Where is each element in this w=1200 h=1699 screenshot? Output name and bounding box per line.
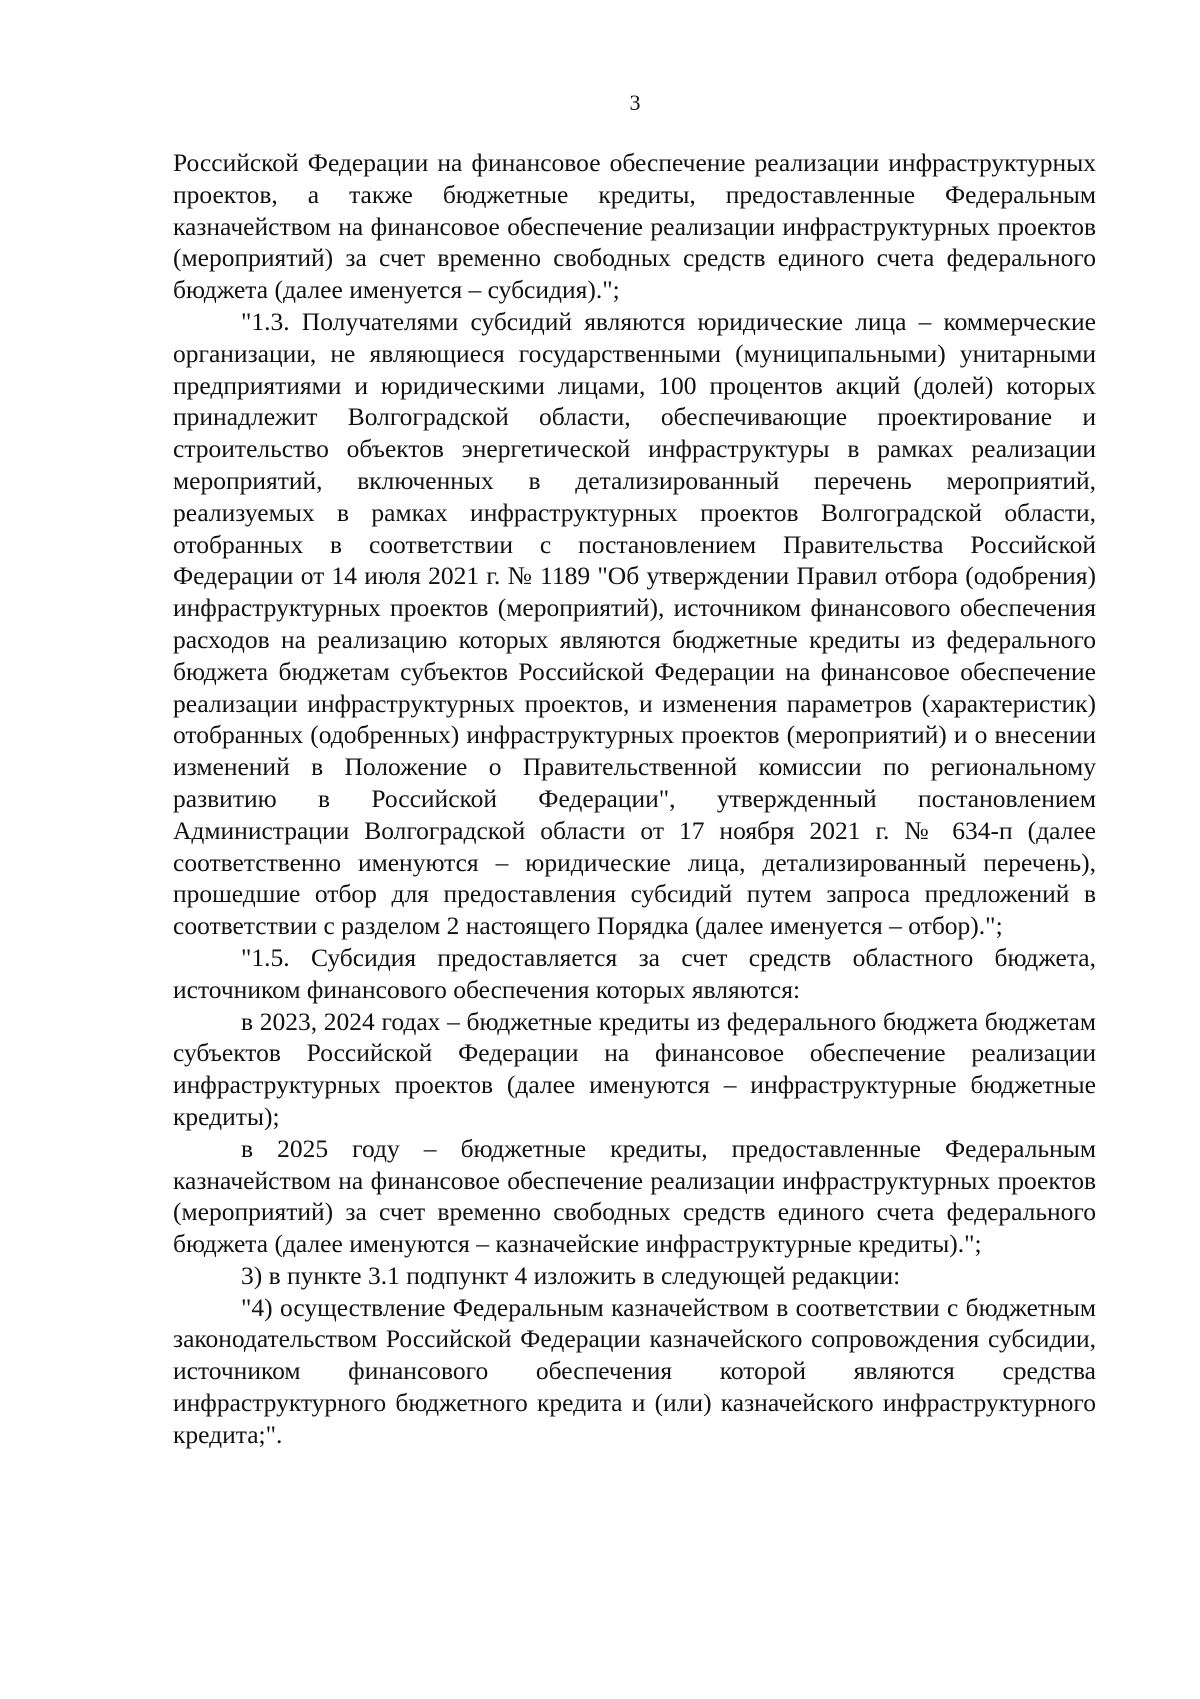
paragraph-item-1-5: "1.5. Субсидия предоставляется за счет средств областного бюджета, источником финансового обеспечения которых являются:: [173, 942, 1096, 1004]
document-body: [173, 147, 1096, 1451]
paragraph-continuation: Российской Федерации на финансовое обеспечение реализации инфраструктурных проектов, а также бюджетные кредиты, предоставленные Федеральным казначейством на финансовое обеспечение реализации инфраструктурных проектов (мероприятий) за счет временно свободных средств единого счета федерального бюджета (далее именуется – субсидия).";: [173, 148, 1096, 305]
paragraph-2023-2024: в 2023, 2024 годах – бюджетные кредиты из федерального бюджета бюджетам субъектов Российской Федерации на финансовое обеспечение реализации инфраструктурных проектов (далее именуются – инфраструктурные бюджетные кредиты);: [173, 1006, 1096, 1131]
paragraph-item-3: 3) в пункте 3.1 подпункт 4 изложить в следующей редакции:: [241, 1260, 901, 1290]
paragraph-subitem-4: "4) осуществление Федеральным казначейством в соответствии с бюджетным законодательством Российской Федерации казначейского сопровождения субсидии, источником финансового обеспечения которой являются средства инфраструктурного бюджетного кредита и (или) казначейского инфраструктурного кредита;".: [173, 1292, 1096, 1449]
page-number: 3: [629, 90, 641, 115]
paragraph-2025: в 2025 году – бюджетные кредиты, предоставленные Федеральным казначейством на финансовое обеспечение реализации инфраструктурных проектов (мероприятий) за счет временно свободных средств единого счета федерального бюджета (далее именуются – казначейские инфраструктурные кредиты).";: [173, 1133, 1096, 1259]
paragraph-item-1-3: "1.3. Получателями субсидий являются юридические лица – коммерческие организации, не являющиеся государственными (муниципальными) унитарными предприятиями и юридическими лицами, 100 процентов акций (долей) которых принадлежит Волгоградской области, обеспечивающие проектирование и строительство объектов энергетической инфраструктуры в рамках реализации мероприятий, включенных в детализированный перечень мероприятий, реализуемых в рамках инфраструктурных проектов Волгоградской области, отобранных в соответствии с постановлением Правительства Российской Федерации от 14 июля 2021 г. № 1189 "Об утверждении Правил отбора (одобрения) инфраструктурных проектов (мероприятий), источником финансового обеспечения расходов на реализацию которых являются бюджетные кредиты из федерального бюджета бюджетам субъектов Российской Федерации на финансовое обеспечение реализации инфраструктурных проектов, и изменения параметров (характеристик) отобранных (одобренных) инфраструктурных проектов (мероприятий) и о внесении изменений в Положение о Правительственной комиссии по региональному развитию в Российской Федерации", утвержденный постановлением Администрации Волгоградской области от 17 ноября 2021 г. № 634-п (далее соответственно именуются – юридические лица, детализированный перечень), прошедшие отбор для предоставления субсидий путем запроса предложений в соответствии с разделом 2 настоящего Порядка (далее именуется – отбор).";: [173, 306, 1096, 941]
